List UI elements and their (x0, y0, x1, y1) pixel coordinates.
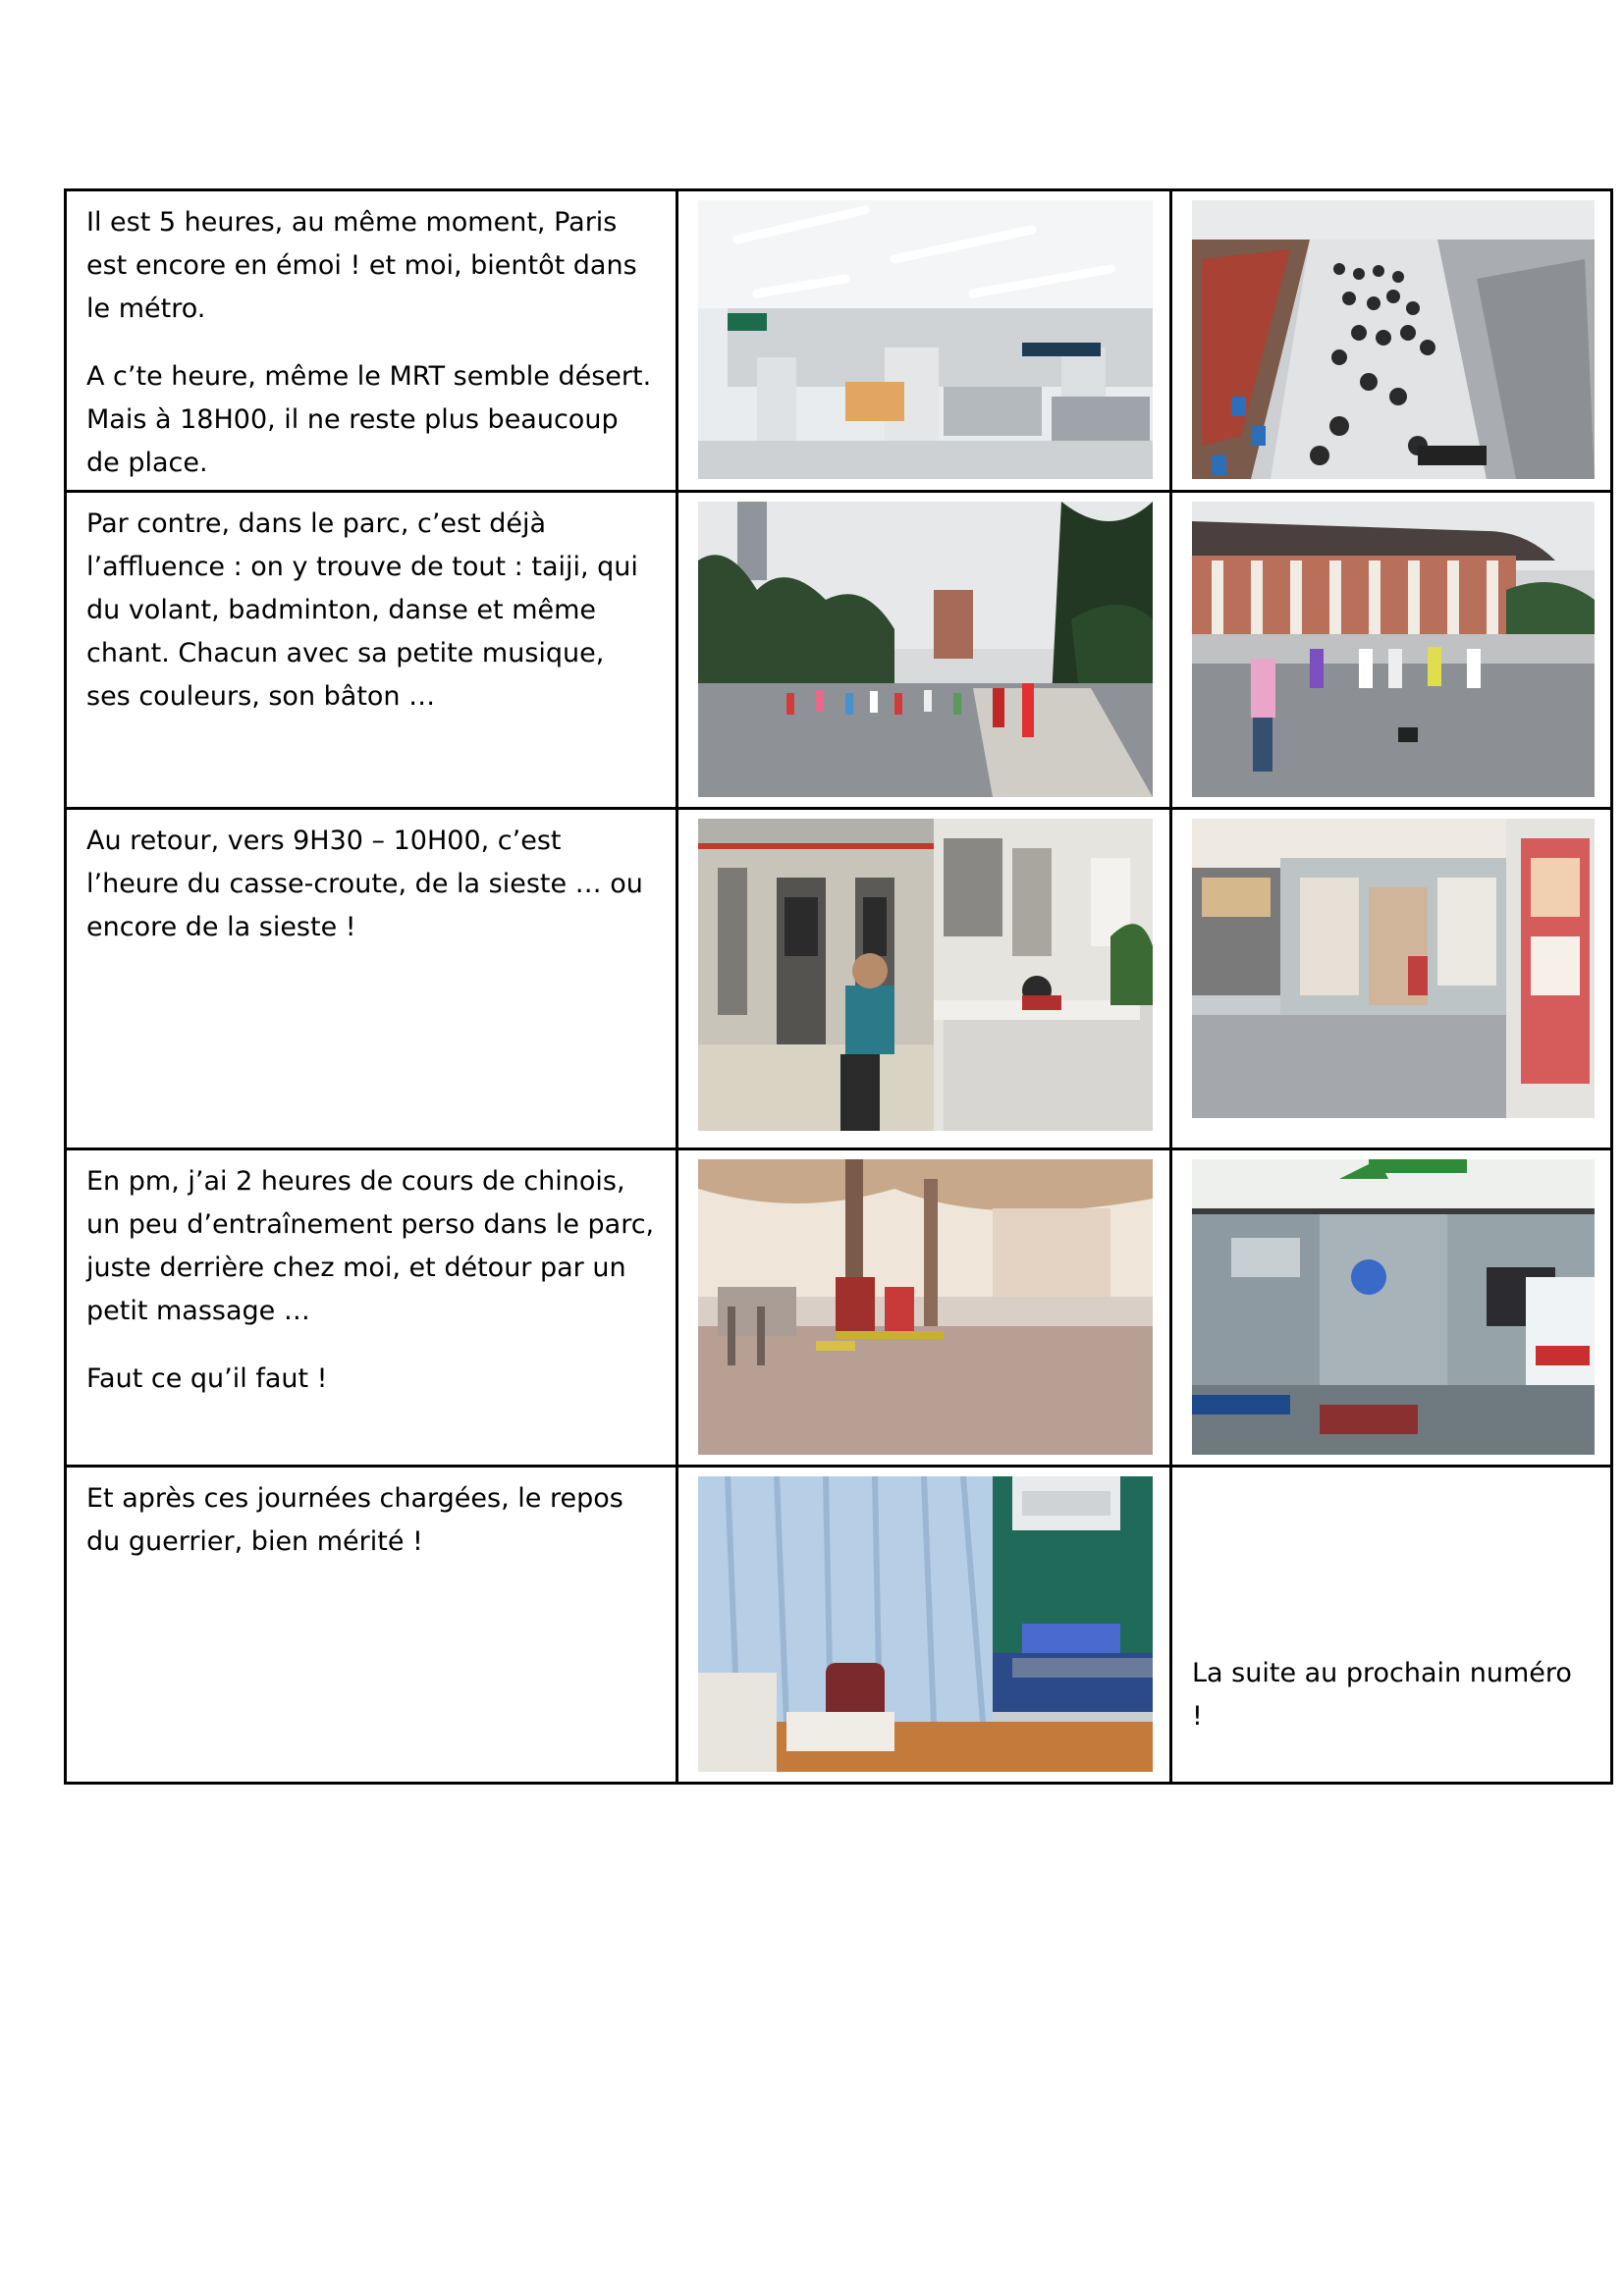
photo-cell (677, 1149, 1171, 1467)
photo-cell (677, 1467, 1171, 1784)
journal-table (64, 188, 1613, 1785)
table-row (66, 1467, 1612, 1784)
sleeping-in-metro-collage-photo (698, 819, 1153, 1131)
park-fitness-equipment-photo (698, 1159, 1153, 1455)
life-energy-massage-shop-photo (1192, 1159, 1595, 1455)
paragraph: Faut ce qu’il faut ! (86, 1363, 328, 1394)
text-cell (66, 1149, 677, 1467)
photo-cell (677, 190, 1171, 492)
photo-cell (1171, 190, 1612, 492)
closing-cell (1171, 1467, 1612, 1784)
photo-cell (1171, 809, 1612, 1149)
text-cell (66, 190, 677, 492)
text-cell (66, 492, 677, 809)
paragraph: Il est 5 heures, au même moment, Paris est encore en émoi ! et moi, bientôt dans le métro. (86, 207, 637, 324)
text-cell (66, 809, 677, 1149)
shopfront-street-photo (1192, 819, 1595, 1118)
photo-cell (677, 809, 1171, 1149)
bedroom-rest-photo (698, 1476, 1153, 1772)
photo-cell (1171, 1149, 1612, 1467)
text-cell (66, 1467, 677, 1784)
crowded-metro-escalator-photo (1192, 200, 1595, 479)
paragraph: Au retour, vers 9H30 – 10H00, c’est l’heure du casse-croute, de la sieste … ou encore de la sieste ! (86, 826, 643, 942)
paragraph: Et après ces journées chargées, le repos du guerrier, bien mérité ! (86, 1483, 623, 1557)
photo-cell (1171, 492, 1612, 809)
park-exercise-crowd-photo (698, 502, 1153, 797)
table-row (66, 809, 1612, 1149)
memorial-hall-taiji-photo (1192, 502, 1595, 797)
photo-cell (677, 492, 1171, 809)
table-row (66, 492, 1612, 809)
empty-metro-station-photo (698, 200, 1153, 479)
paragraph: A c’te heure, même le MRT semble désert. Mais à 18H00, il ne reste plus beaucoup de place. (86, 361, 652, 478)
paragraph: Par contre, dans le parc, c’est déjà l’affluence : on y trouve de tout : taiji, qui du volant, badminton, danse et même chant. Chacun avec sa petite musique, ses couleurs, son bâton … (86, 508, 638, 712)
paragraph: En pm, j’ai 2 heures de cours de chinois, un peu d’entraînement perso dans le parc, juste derrière chez moi, et détour par un petit massage … (86, 1166, 655, 1326)
table-row (66, 190, 1612, 492)
table-row (66, 1149, 1612, 1467)
closing-text: La suite au prochain numéro ! (1192, 1658, 1572, 1732)
